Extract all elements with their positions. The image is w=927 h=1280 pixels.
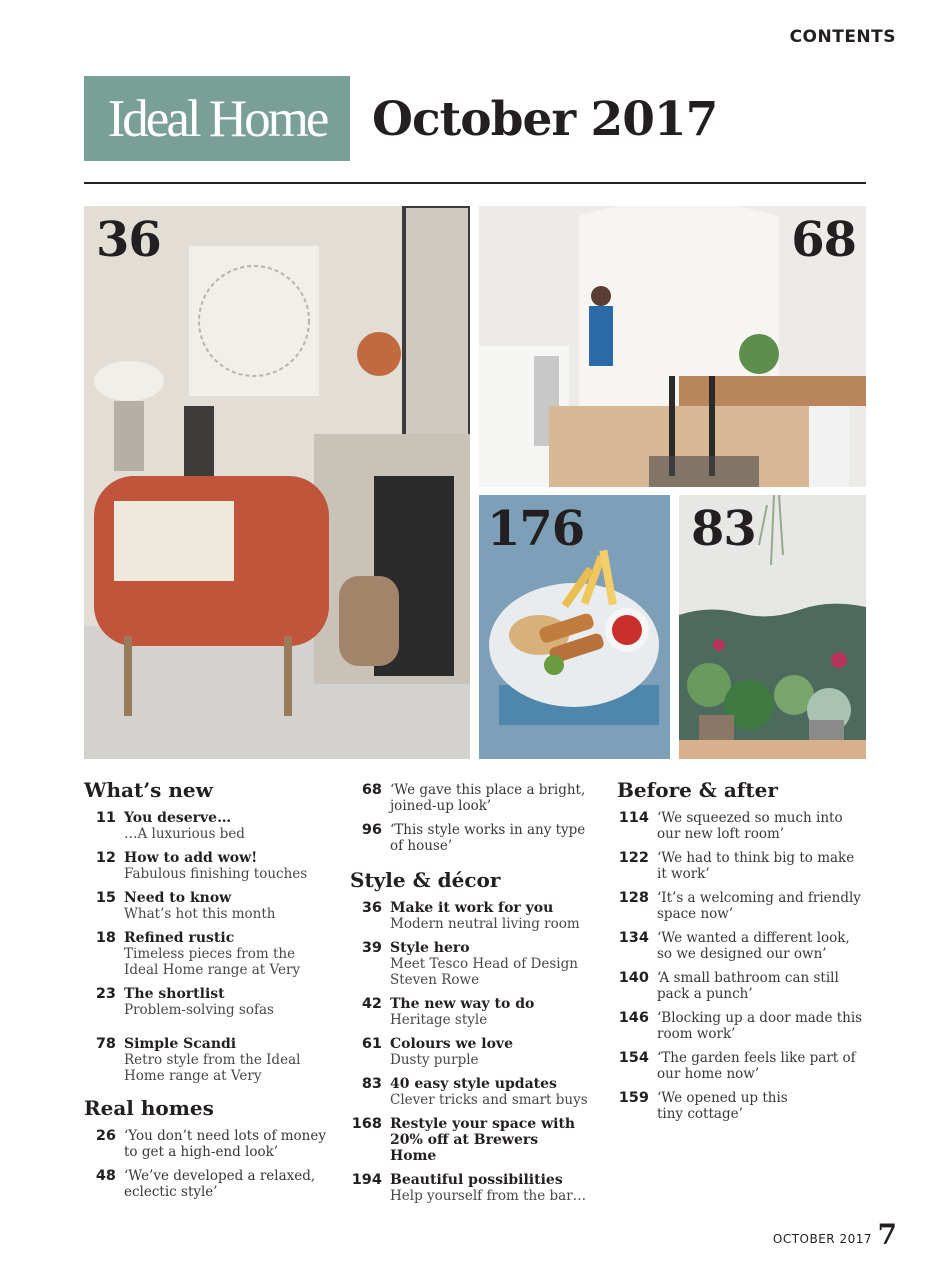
page-number: 122 — [618, 850, 649, 866]
photo-page-number: 83 — [691, 501, 756, 557]
list-item[interactable] — [617, 930, 877, 962]
entry-title: Style hero — [390, 940, 470, 956]
photo-page-number: 68 — [791, 212, 856, 268]
living-room-image — [84, 206, 470, 759]
list-item[interactable] — [350, 900, 600, 932]
entry-quote: ‘The garden feels like part of our home now’ — [657, 1050, 856, 1082]
page-number: 194 — [351, 1172, 382, 1188]
photo-kitchen[interactable] — [479, 206, 866, 487]
page-number: 23 — [95, 986, 116, 1002]
page-number: 159 — [618, 1090, 649, 1106]
list-item[interactable] — [84, 810, 334, 842]
list-item[interactable] — [84, 890, 334, 922]
entry-desc: Heritage style — [390, 1012, 488, 1028]
photo-food[interactable] — [479, 495, 670, 759]
list-item[interactable] — [617, 890, 877, 922]
entry-quote: ‘It’s a welcoming and friendly space now’ — [657, 890, 861, 922]
list-item[interactable] — [350, 996, 600, 1028]
list-item[interactable] — [350, 822, 600, 854]
entry-desc: What’s hot this month — [124, 906, 276, 922]
page-number: 39 — [361, 940, 382, 956]
photo-plants[interactable] — [679, 495, 866, 759]
heading-real-homes: Real homes — [84, 1096, 214, 1120]
entry-desc: Help yourself from the bar… — [390, 1188, 587, 1204]
entry-quote: ‘We wanted a different look, so we designed our own’ — [657, 930, 850, 962]
list-item[interactable] — [84, 1168, 334, 1200]
photo-page-number: 176 — [487, 501, 585, 557]
entry-title: You deserve… — [124, 810, 232, 826]
list-item[interactable] — [617, 850, 877, 882]
entry-desc: Modern neutral living room — [390, 916, 580, 932]
section-label: CONTENTS — [789, 27, 896, 47]
entry-desc: Fabulous finishing touches — [124, 866, 308, 882]
page-number: 83 — [361, 1076, 382, 1092]
header-rule — [84, 182, 866, 184]
photo-living-room[interactable] — [84, 206, 470, 759]
entry-quote: ‘This style works in any type of house’ — [390, 822, 586, 854]
entry-title: The shortlist — [124, 986, 225, 1002]
entry-quote: ‘We had to think big to make it work’ — [657, 850, 855, 882]
contents-column-3 — [617, 778, 877, 1130]
list-item[interactable] — [617, 1090, 877, 1122]
page-number: 96 — [361, 822, 382, 838]
entry-title: Restyle your space with 20% off at Brewers Home — [390, 1116, 576, 1164]
entry-desc: Problem-solving sofas — [124, 1002, 274, 1018]
page-number: 68 — [361, 782, 382, 798]
entry-quote: ‘You don’t need lots of money to get a high-end look’ — [124, 1128, 326, 1160]
photo-page-number: 36 — [96, 212, 161, 268]
entry-quote: ‘Blocking up a door made this room work’ — [657, 1010, 863, 1042]
footer-issue-month: OCTOBER 2017 — [772, 1232, 872, 1246]
entry-quote: ‘We’ve developed a relaxed, eclectic style’ — [124, 1168, 316, 1200]
entry-desc: Meet Tesco Head of Design Steven Rowe — [390, 956, 578, 988]
entry-quote: ‘We gave this place a bright, joined-up look’ — [390, 782, 586, 814]
entry-title: Beautiful possibilities — [390, 1172, 563, 1188]
entry-desc: Clever tricks and smart buys — [390, 1092, 588, 1108]
page-folio: 7 — [877, 1218, 897, 1251]
list-item[interactable] — [84, 850, 334, 882]
entry-title: Colours we love — [390, 1036, 513, 1052]
contents-column-2 — [350, 782, 600, 1212]
entry-quote: ‘A small bathroom can still pack a punch’ — [657, 970, 839, 1002]
list-item[interactable] — [84, 986, 334, 1018]
entry-quote: ‘We squeezed so much into our new loft room’ — [657, 810, 843, 842]
issue-title: October 2017 — [372, 92, 718, 147]
page-number: 26 — [95, 1128, 116, 1144]
heading-before-after: Before & after — [617, 778, 778, 802]
heading-style-decor: Style & décor — [350, 868, 501, 892]
entry-title: The new way to do — [390, 996, 535, 1012]
entry-quote: ‘We opened up this tiny cottage’ — [657, 1090, 788, 1122]
page-number: 42 — [361, 996, 382, 1012]
entry-title: 40 easy style updates — [390, 1076, 557, 1092]
page-number: 114 — [618, 810, 649, 826]
list-item[interactable] — [350, 1036, 600, 1068]
list-item[interactable] — [84, 1036, 334, 1084]
contents-column-1 — [84, 778, 334, 1208]
page-number: 168 — [351, 1116, 382, 1132]
page-number: 78 — [95, 1036, 116, 1052]
list-item[interactable] — [350, 782, 600, 814]
entry-title: Refined rustic — [124, 930, 235, 946]
list-item[interactable] — [617, 1010, 877, 1042]
entry-title: Make it work for you — [390, 900, 554, 916]
list-item[interactable] — [350, 1116, 600, 1164]
list-item[interactable] — [350, 940, 600, 988]
entry-title: Need to know — [124, 890, 232, 906]
page-number: 134 — [618, 930, 649, 946]
heading-whats-new: What’s new — [84, 778, 213, 802]
page-number: 146 — [618, 1010, 649, 1026]
entry-desc: Timeless pieces from the Ideal Home range at Very — [124, 946, 301, 978]
list-item[interactable] — [350, 1172, 600, 1204]
entry-desc: …A luxurious bed — [124, 826, 245, 842]
page-number: 36 — [361, 900, 382, 916]
page-number: 128 — [618, 890, 649, 906]
list-item[interactable] — [84, 930, 334, 978]
page-number: 12 — [95, 850, 116, 866]
list-item[interactable] — [84, 1128, 334, 1160]
page-number: 154 — [618, 1050, 649, 1066]
page-number: 61 — [361, 1036, 382, 1052]
page-number: 18 — [95, 930, 116, 946]
entry-desc: Dusty purple — [390, 1052, 479, 1068]
magazine-logo: Ideal Home — [84, 76, 350, 161]
list-item[interactable] — [617, 1050, 877, 1082]
entry-title: How to add wow! — [124, 850, 258, 866]
page-number: 48 — [95, 1168, 116, 1184]
entry-title: Simple Scandi — [124, 1036, 237, 1052]
list-item[interactable] — [617, 970, 877, 1002]
page-number: 15 — [95, 890, 116, 906]
list-item[interactable] — [350, 1076, 600, 1108]
list-item[interactable] — [617, 810, 877, 842]
page-number: 11 — [95, 810, 116, 826]
page-number: 140 — [618, 970, 649, 986]
entry-desc: Retro style from the Ideal Home range at Very — [124, 1052, 301, 1084]
